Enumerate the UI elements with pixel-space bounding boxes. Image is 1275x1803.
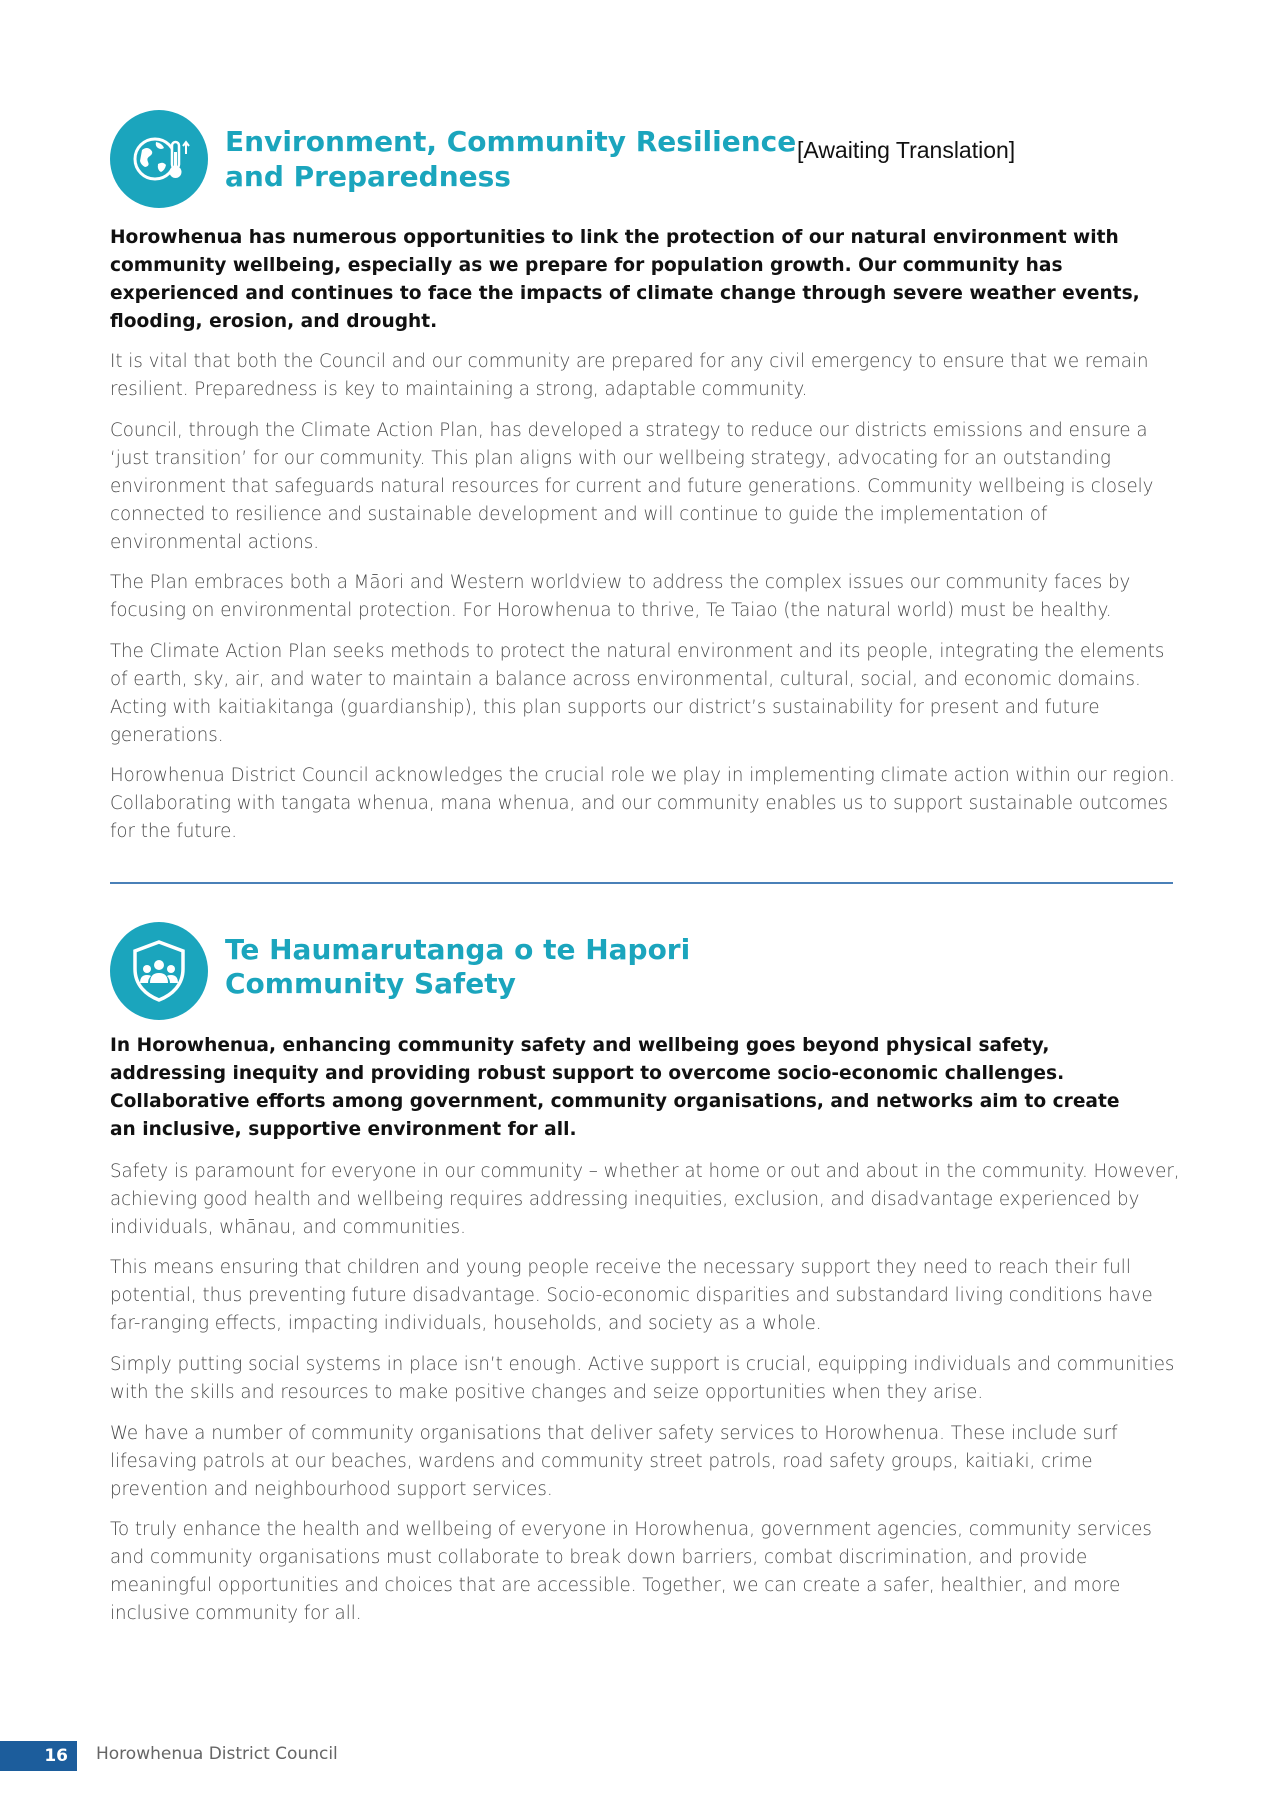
paragraph-3: Simply putting social systems in place isn’t enough. Active support is crucial, equipping individuals and communities with the skills and resources to make positive changes and seize opportunities when they arise. — [110, 1354, 1175, 1403]
globe-thermometer-icon — [110, 110, 208, 208]
section-title-line1: Environment, Community Resilience — [225, 125, 797, 158]
section-environment — [110, 110, 1175, 870]
footer-organisation: Horowhenua District Council — [96, 1744, 338, 1764]
paragraph-1: Safety is paramount for everyone in our community – whether at home or out and about in the community. However, achieving good health and wellbeing requires addressing inequities, exclusion, and disadvantage experienced by individuals, whānau, and communities. — [110, 1161, 1180, 1238]
section-lead: Horowhenua has numerous opportunities to link the protection of our natural environment with community wellbeing, especially as we prepare for population growth. Our community has experienced and continues to face the impacts of climate change through severe weather events, flooding, erosion, and drought. — [110, 227, 1140, 332]
paragraph-2: Council, through the Climate Action Plan, has developed a strategy to reduce our districts emissions and ensure a ‘just transition’ for our community. This plan aligns with our wellbeing strategy, advocating for an outstanding environment that safeguards natural resources for current and future generations. Community wellbeing is closely connected to resilience and sustainable development and will continue to guide the implementation of environmental actions. — [110, 420, 1154, 553]
paragraph-2: This means ensuring that children and young people receive the necessary support they need to reach their full potential, thus preventing future disadvantage. Socio-economic disparities and substandard living conditions have far-ranging effects, impacting individuals, households, and society as a whole. — [110, 1257, 1153, 1334]
page-number: 16 — [0, 1741, 77, 1771]
section-community-safety — [110, 922, 1180, 1642]
paragraph-5: To truly enhance the health and wellbeing of everyone in Horowhenua, government agencies, community services and community organisations must collaborate to break down barriers, combat discrimination, and provide meaningful opportunities and choices that are accessible. Together, we can create a safer, healthier, and more inclusive community for all. — [110, 1519, 1152, 1624]
shield-people-icon — [110, 922, 208, 1020]
section-title-maori: Te Haumarutanga o te Hapori — [225, 933, 691, 966]
section-title-line2: and Preparedness — [225, 160, 511, 193]
paragraph-4: We have a number of community organisations that deliver safety services to Horowhenua. These include surf lifesaving patrols at our beaches, wardens and community street patrols, road safety groups, kaitiaki, crime prevention and neighbourhood support services. — [110, 1423, 1118, 1500]
section-divider — [110, 882, 1173, 884]
paragraph-5: Horowhenua District Council acknowledges the crucial role we play in implementing climate action within our region. Collaborating with tangata whenua, mana whenua, and our community enables us to support sustainable outcomes for the future. — [110, 765, 1175, 842]
paragraph-4: The Climate Action Plan seeks methods to protect the natural environment and its people, integrating the elements of earth, sky, air, and water to maintain a balance across environmental, cultural, social, and economic domains. Acting with kaitiakitanga (guardianship), this plan supports our district’s sustainability for present and future generations. — [110, 641, 1165, 746]
awaiting-translation-label: [Awaiting Translation] — [797, 137, 1016, 163]
section-title-english: Community Safety — [225, 967, 516, 1000]
paragraph-1: It is vital that both the Council and our community are prepared for any civil emergency to ensure that we remain resilient. Preparedness is key to maintaining a strong, adaptable community. — [110, 351, 1149, 400]
paragraph-3: The Plan embraces both a Māori and Western worldview to address the complex issues our community faces by focusing on environmental protection. For Horowhenua to thrive, Te Taiao (the natural world) must be healthy. — [110, 572, 1131, 621]
section-lead: In Horowhenua, enhancing community safety and wellbeing goes beyond physical safety, addressing inequity and providing robust support to overcome socio-economic challenges. Collaborative efforts among government, community organisations, and networks aim to create an inclusive, supportive environment for all. — [110, 1035, 1120, 1140]
